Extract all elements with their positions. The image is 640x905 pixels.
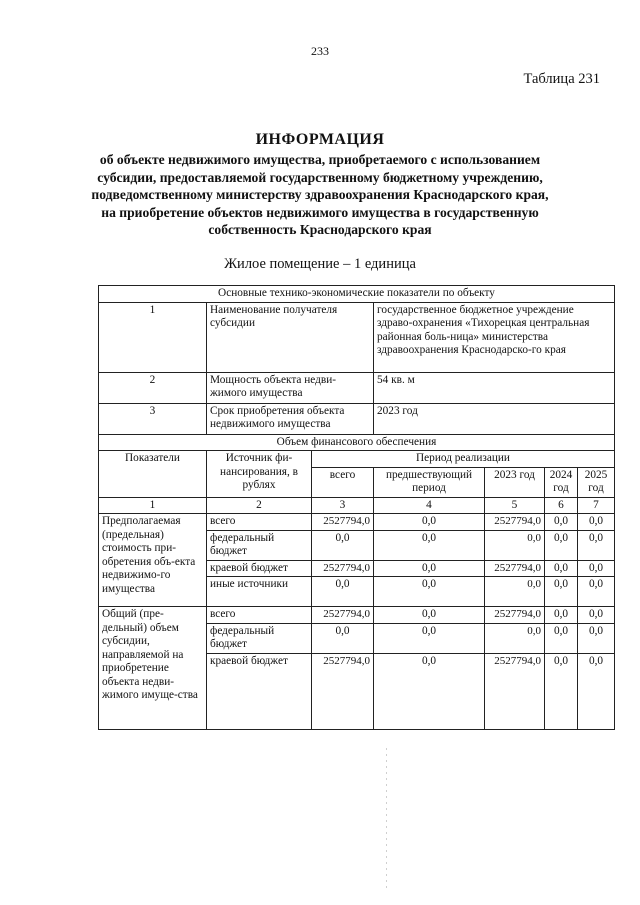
- column-number: 3: [312, 497, 374, 514]
- y2024-cell: 0,0: [545, 514, 578, 531]
- row-value: 2023 год: [374, 403, 615, 434]
- total-cell: 2527794,0: [312, 560, 374, 577]
- object-subtitle: Жилое помещение – 1 единица: [224, 256, 416, 272]
- header-period: Период реализации: [312, 451, 615, 468]
- info-row: [99, 302, 615, 372]
- y2025-cell: 0,0: [578, 560, 615, 577]
- header-2024: 2024 год: [545, 467, 578, 497]
- source-cell: всего: [207, 607, 312, 624]
- previous-cell: 0,0: [374, 577, 485, 607]
- section1-title: Основные технико-экономические показатели по объекту: [99, 286, 615, 303]
- row-label: Наименование получателя субсидии: [207, 302, 374, 372]
- total-cell: 0,0: [312, 530, 374, 560]
- y2025-cell: 0,0: [578, 577, 615, 607]
- y2024-cell: 0,0: [545, 560, 578, 577]
- y2023-cell: 2527794,0: [485, 560, 545, 577]
- source-cell: иные источники: [207, 577, 312, 607]
- row-label: Мощность объекта недви-жимого имущества: [207, 372, 374, 403]
- row-label: Срок приобретения объекта недвижимого имущества: [207, 403, 374, 434]
- column-numbers-row: [99, 497, 615, 514]
- previous-cell: 0,0: [374, 530, 485, 560]
- section1-title-row: [99, 286, 615, 303]
- y2025-cell: 0,0: [578, 607, 615, 624]
- y2024-cell: 0,0: [545, 530, 578, 560]
- finance-row: [99, 514, 615, 531]
- header-previous: предшествующий период: [374, 467, 485, 497]
- total-cell: 0,0: [312, 577, 374, 607]
- table-label: Таблица 231: [523, 71, 600, 87]
- y2023-cell: 0,0: [485, 623, 545, 653]
- y2025-cell: 0,0: [578, 530, 615, 560]
- y2024-cell: 0,0: [545, 577, 578, 607]
- section2-title-row: [99, 434, 615, 451]
- total-cell: 2527794,0: [312, 607, 374, 624]
- previous-cell: 0,0: [374, 514, 485, 531]
- heading-line: подведомственному министерству здравоохранения Краснодарского края,: [91, 187, 549, 202]
- y2024-cell: 0,0: [545, 653, 578, 729]
- header-total: всего: [312, 467, 374, 497]
- group-label: Предполагаемая (предельная) стоимость при-обретения объ-екта недвижимо-го имущества: [99, 514, 207, 607]
- previous-cell: 0,0: [374, 607, 485, 624]
- source-cell: федеральный бюджет: [207, 623, 312, 653]
- y2024-cell: 0,0: [545, 623, 578, 653]
- header-source: Источник фи-нансирования, в рублях: [207, 451, 312, 498]
- column-number: 7: [578, 497, 615, 514]
- previous-cell: 0,0: [374, 623, 485, 653]
- row-number: 3: [99, 403, 207, 434]
- source-cell: краевой бюджет: [207, 560, 312, 577]
- y2023-cell: 2527794,0: [485, 514, 545, 531]
- total-cell: 2527794,0: [312, 514, 374, 531]
- group-label: Общий (пре-дельный) объем субсидии, направляемой на приобретение объекта недви-жимого имуще-ства: [99, 607, 207, 730]
- row-value: государственное бюджетное учреждение здраво-охранения «Тихорецкая центральная районная боль-ница» министерства здравоохранения Краснодарско-го края: [374, 302, 615, 372]
- previous-cell: 0,0: [374, 653, 485, 729]
- column-number: 4: [374, 497, 485, 514]
- section2-title: Объем финансового обеспечения: [99, 434, 615, 451]
- y2025-cell: 0,0: [578, 623, 615, 653]
- row-value: 54 кв. м: [374, 372, 615, 403]
- y2025-cell: 0,0: [578, 653, 615, 729]
- y2023-cell: 0,0: [485, 530, 545, 560]
- source-cell: краевой бюджет: [207, 653, 312, 729]
- finance-row: [99, 607, 615, 624]
- column-number: 1: [99, 497, 207, 514]
- heading-title: ИНФОРМАЦИЯ: [255, 131, 385, 148]
- header-indicators: Показатели: [99, 451, 207, 498]
- column-number: 5: [485, 497, 545, 514]
- total-cell: 0,0: [312, 623, 374, 653]
- y2023-cell: 0,0: [485, 577, 545, 607]
- total-cell: 2527794,0: [312, 653, 374, 729]
- page-number: 233: [311, 44, 329, 58]
- source-cell: всего: [207, 514, 312, 531]
- heading-line: об объекте недвижимого имущества, приобретаемого с использованием: [99, 152, 541, 167]
- document-heading: [60, 130, 580, 239]
- heading-line: субсидии, предоставляемой государственному бюджетному учреждению,: [97, 169, 543, 185]
- y2023-cell: 2527794,0: [485, 653, 545, 729]
- header-row: [99, 451, 615, 468]
- scan-artifact-line: [386, 748, 387, 888]
- heading-line: на приобретение объектов недвижимого имущества в государственную: [101, 204, 539, 220]
- column-number: 2: [207, 497, 312, 514]
- info-row: [99, 403, 615, 434]
- heading-line: собственность Краснодарского края: [208, 222, 432, 237]
- source-cell: федеральный бюджет: [207, 530, 312, 560]
- y2024-cell: 0,0: [545, 607, 578, 624]
- header-2023: 2023 год: [485, 467, 545, 497]
- column-number: 6: [545, 497, 578, 514]
- header-2025: 2025 год: [578, 467, 615, 497]
- previous-cell: 0,0: [374, 560, 485, 577]
- row-number: 1: [99, 302, 207, 372]
- info-row: [99, 372, 615, 403]
- y2025-cell: 0,0: [578, 514, 615, 531]
- info-table: [98, 285, 615, 730]
- y2023-cell: 2527794,0: [485, 607, 545, 624]
- row-number: 2: [99, 372, 207, 403]
